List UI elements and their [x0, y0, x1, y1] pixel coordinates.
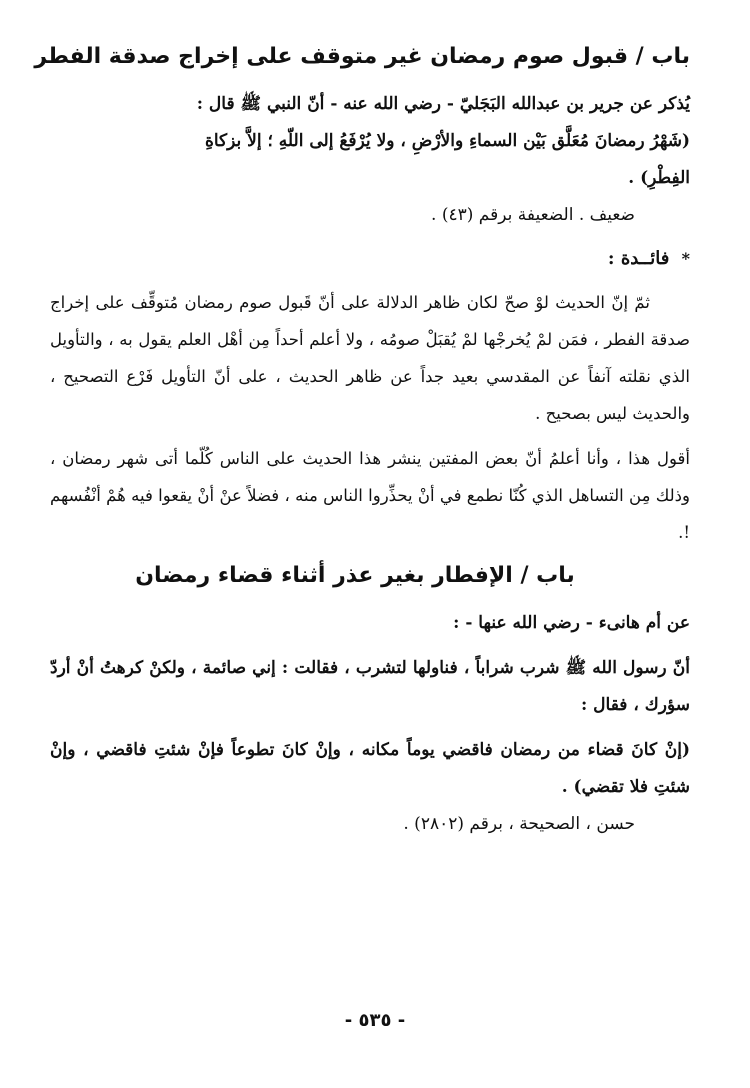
page-content	[34, 30, 690, 1060]
section2-intro: عن أم هانىء - رضي الله عنها - :	[453, 613, 690, 633]
section2-heading: باب / الإفطار بغير عذر أثناء قضاء رمضان	[135, 563, 575, 588]
section1-hadith-line1: (شَهْرُ رمضانَ مُعَلَّق بَيْن السماءِ والأرْضِ ، ولا يُرْفَعُ إلى اللّهِ ؛ إلاَّ بزكاةِ	[204, 131, 690, 151]
section2-narration: أنّ رسول الله ﷺ شرب شراباً ، فناولها لتشرب ، فقالت : إني صائمة ، ولكنْ كرهتُ أنْ أردّ سؤرك ، فقال :	[50, 658, 690, 715]
section1-verdict: ضعيف . الضعيفة برقم (٤٣) .	[431, 205, 635, 225]
section2-verdict: حسن ، الصحيحة ، برقم (٢٨٠٢) .	[403, 814, 635, 834]
section1-hadith-line2: الفِطْرِ) .	[628, 168, 690, 188]
faida-label	[50, 240, 690, 278]
section1-heading: باب / قبول صوم رمضان غير متوقف على إخراج صدقة الفطر	[34, 44, 690, 69]
page-number: - ٥٣٥ -	[344, 1010, 406, 1031]
star-icon: *	[681, 249, 690, 268]
faida-label-text: فائــدة :	[607, 248, 670, 269]
faida-paragraph-2: أقول هذا ، وأنا أعلمُ أنّ بعض المفتين ينشر هذا الحديث على الناس كُلّما أتى شهر رمضان ، وذلك مِن التساهل الذي كُنّا نطمع في أنْ يحذِّروا الناس منه ، فضلاً عنْ أنْ يقعوا فيه هُمْ أنْفُسهم !.	[50, 449, 690, 542]
faida-paragraph-1: ثمّ إنّ الحديث لوْ صحّ لكان ظاهر الدلالة على أنّ قَبول صوم رمضان مُتوقِّف على إخراج صدقة الفطر ، فمَن لمْ يُخرجْها لمْ يُقبَلْ صومُه ، ولا أعلم أحداً مِن أهْل العلم يقول به ، والتأويل الذي نقلته آنفاً عن المقدسي بعيد جداً عن ظاهر الحديث ، على أنّ التأويل فَرْع التصحيح ، والحديث ليس بصحيح .	[50, 293, 690, 423]
section1-intro: يُذكر عن جرير بن عبدالله البَجَليّ - رضي الله عنه - أنّ النبي ﷺ قال :	[196, 94, 690, 114]
section2-hadith: (إنْ كانَ قضاء من رمضان فاقضي يوماً مكانه ، وإنْ كانَ تطوعاً فإنْ شئتِ فاقضي ، وإنْ شئتِ فلا تقضي) .	[50, 740, 690, 797]
